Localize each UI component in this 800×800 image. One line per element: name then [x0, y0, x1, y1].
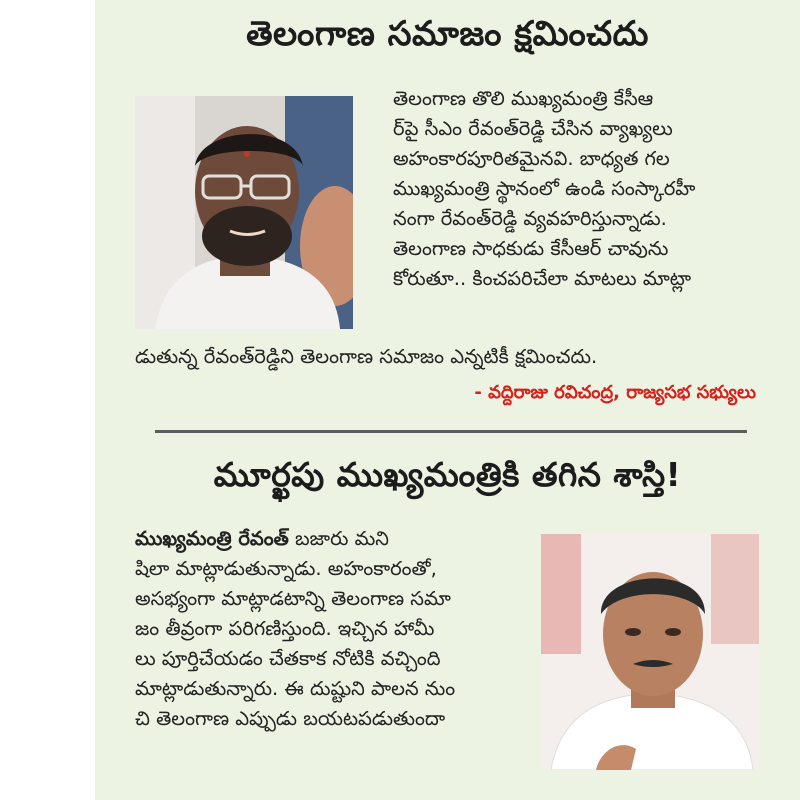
article2-line-6: మాట్లాడుతున్నారు. ఈ దుష్టుని పాలన నుం — [135, 677, 456, 700]
article1-portrait-photo — [135, 96, 353, 329]
article2-line-3: అసభ్యంగా మాట్లాడటాన్ని తెలంగాణ సమా — [135, 587, 451, 610]
article1-body-wrapped — [393, 84, 755, 294]
article2-line-1 — [135, 524, 530, 554]
article2-portrait-photo — [541, 534, 759, 770]
article1-line-3: అహంకారపూరితమైనవి. బాధ్యత గల — [393, 147, 670, 170]
portrait-man-glasses-image — [135, 96, 353, 329]
article1-line-5: నంగా రేవంత్‌రెడ్డి వ్యవహరిస్తున్నాడు. — [393, 207, 667, 230]
section-divider — [155, 430, 747, 433]
article1-line-2: ర్‌పై సీఎం రేవంత్‌రెడ్డి చేసిన వ్యాఖ్యలు — [393, 117, 673, 140]
article2-lead-rest: బజారు మని — [288, 527, 389, 550]
article1-line-7: కోరుతూ.. కించపరిచేలా మాటలు మాట్లా — [393, 267, 692, 290]
article2-line-2: షిలా మాట్లాడుతున్నాడు. అహంకారంతో, — [135, 557, 437, 580]
article2-line-5: లు పూర్తిచేయడం చేతకాక నోటికి వచ్చింది — [135, 647, 441, 670]
article1-line-1: తెలంగాణ తొలి ముఖ్యమంత్రి కేసీఆ — [393, 87, 654, 110]
article2-body — [135, 524, 530, 734]
article1-headline: తెలంగాణ సమాజం క్షమించదు — [246, 14, 649, 54]
article2-line-4: జం తీవ్రంగా పరిగణిస్తుంది. ఇచ్చిన హామీ — [135, 617, 435, 640]
article2-line-7: చి తెలంగాణ ఎప్పుడు బయటపడుతుందా — [135, 707, 446, 730]
article1-body-full: డుతున్న రేవంత్‌రెడ్డిని తెలంగాణ సమాజం ఎన్నటికీ క్షమించదు. — [135, 345, 598, 368]
portrait-man-mustache-image — [541, 534, 759, 770]
article2-headline: మూర్ఖపు ముఖ్యమంత్రికి తగిన శాస్తి! — [213, 455, 682, 494]
article1-line-4: ముఖ్యమంత్రి స్థానంలో ఉండి సంస్కారహీ — [393, 177, 696, 200]
article1-line-6: తెలంగాణ సాధకుడు కేసీఆర్ చావును — [393, 237, 669, 260]
article1-byline: - వద్దిరాజు రవిచంద్ర, రాజ్యసభ సభ్యులు — [474, 382, 756, 403]
article2-lead-bold: ముఖ్యమంత్రి రేవంత్ — [135, 527, 289, 550]
newspaper-clipping — [95, 0, 800, 800]
